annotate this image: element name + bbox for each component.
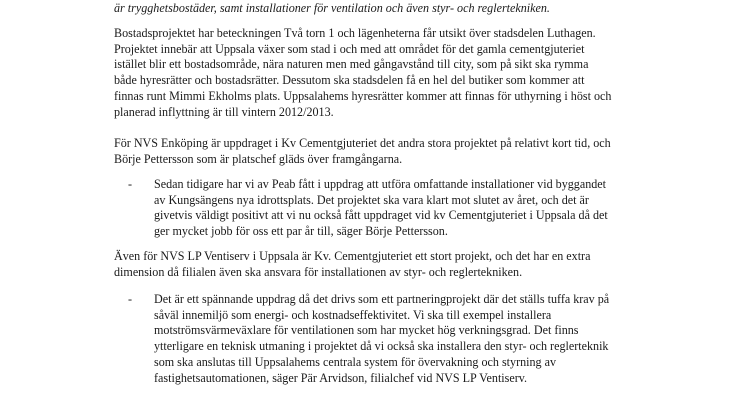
bullet-line: såväl innemiljö som energi- och kostnadseffektivitet. Vi ska till exempel installera [154, 307, 552, 322]
bullet-text [154, 292, 694, 386]
paragraph-nvs-enkoping [114, 136, 704, 167]
bullet-line: ytterligare en teknisk utmaning i projektet då vi också ska installera den styr- och reglerteknik [154, 339, 609, 354]
paragraph-line: För NVS Enköping är uppdraget i Kv Cementgjuteriet det andra stora projektet på relativt kort tid, och [114, 136, 611, 150]
paragraph-line: Projektet innebär att Uppsala växer som stad i och med att området för det gamla cementgjuteriet [114, 41, 585, 56]
paragraph-line: dimension då filialen även ska ansvara för installationen av styr- och reglertekniken. [114, 264, 523, 279]
bullet-line: givetvis väldigt positivt att vi nu också fått uppdraget vid kv Cementgjuteriet i Uppsala då det [154, 208, 608, 223]
paragraph-line: Börje Pettersson som är platschef gläds över framgångarna. [114, 151, 403, 166]
paragraph-luthagen [114, 26, 704, 120]
bullet-text [154, 177, 694, 240]
bullet-line: fastighetsautomationen, säger Pär Arvidson, filialchef vid NVS LP Ventiserv. [154, 370, 528, 385]
bullet-dash: - [128, 177, 133, 191]
paragraph-line: Bostadsprojektet har beteckningen Två torn 1 och lägenheterna får utsikt över stadsdelen Luthagen. [114, 26, 596, 40]
bullet-line: Sedan tidigare har vi av Peab fått i uppdrag att utföra omfattande installationer vid byggandet [154, 177, 607, 191]
bullet-line: ger mycket jobb för oss ett par år till, säger Börje Pettersson. [154, 224, 448, 239]
paragraph-line: istället blir ett bostadsområde, nära naturen men med gångavstånd till city, som på sikt ska rymma [114, 57, 589, 72]
bullet-line: motströmsvärmeväxlare för ventilationen som har mycket hög verkningsgrad. Det finns [154, 323, 579, 338]
paragraph-line: planerad inflyttning är till vintern 2012/2013. [114, 104, 334, 119]
paragraph-line: Även för NVS LP Ventiserv i Uppsala är Kv. Cementgjuteriet ett stort projekt, och det har en extra [114, 249, 591, 263]
bullet-line: som ska anslutas till Uppsalahems centrala system för övervakning och styrning av [154, 354, 557, 369]
paragraph-line: finnas runt Mimmi Ekholms plats. Uppsalahems hyresrätter kommer att finnas för uthyrning i höst och [114, 88, 612, 103]
paragraph-line: både hyresrätter och bostadsrätter. Dessutom ska stadsdelen få en hel del butiker som kommer att [114, 73, 585, 88]
paragraph-nvs-lp-ventiserv [114, 249, 704, 280]
bullet-dash: - [128, 292, 133, 306]
bullet-line: Det är ett spännande uppdrag då det drivs som ett partneringprojekt där det ställs tuffa krav på [154, 292, 610, 306]
intro-line-italic: är trygghetsbostäder, samt installationer för ventilation och även styr- och reglertekniken. [114, 1, 550, 15]
bullet-line: av Kungsängens nya idrottsplats. Det projektet ska vara klart mot slutet av året, och det är [154, 192, 589, 207]
